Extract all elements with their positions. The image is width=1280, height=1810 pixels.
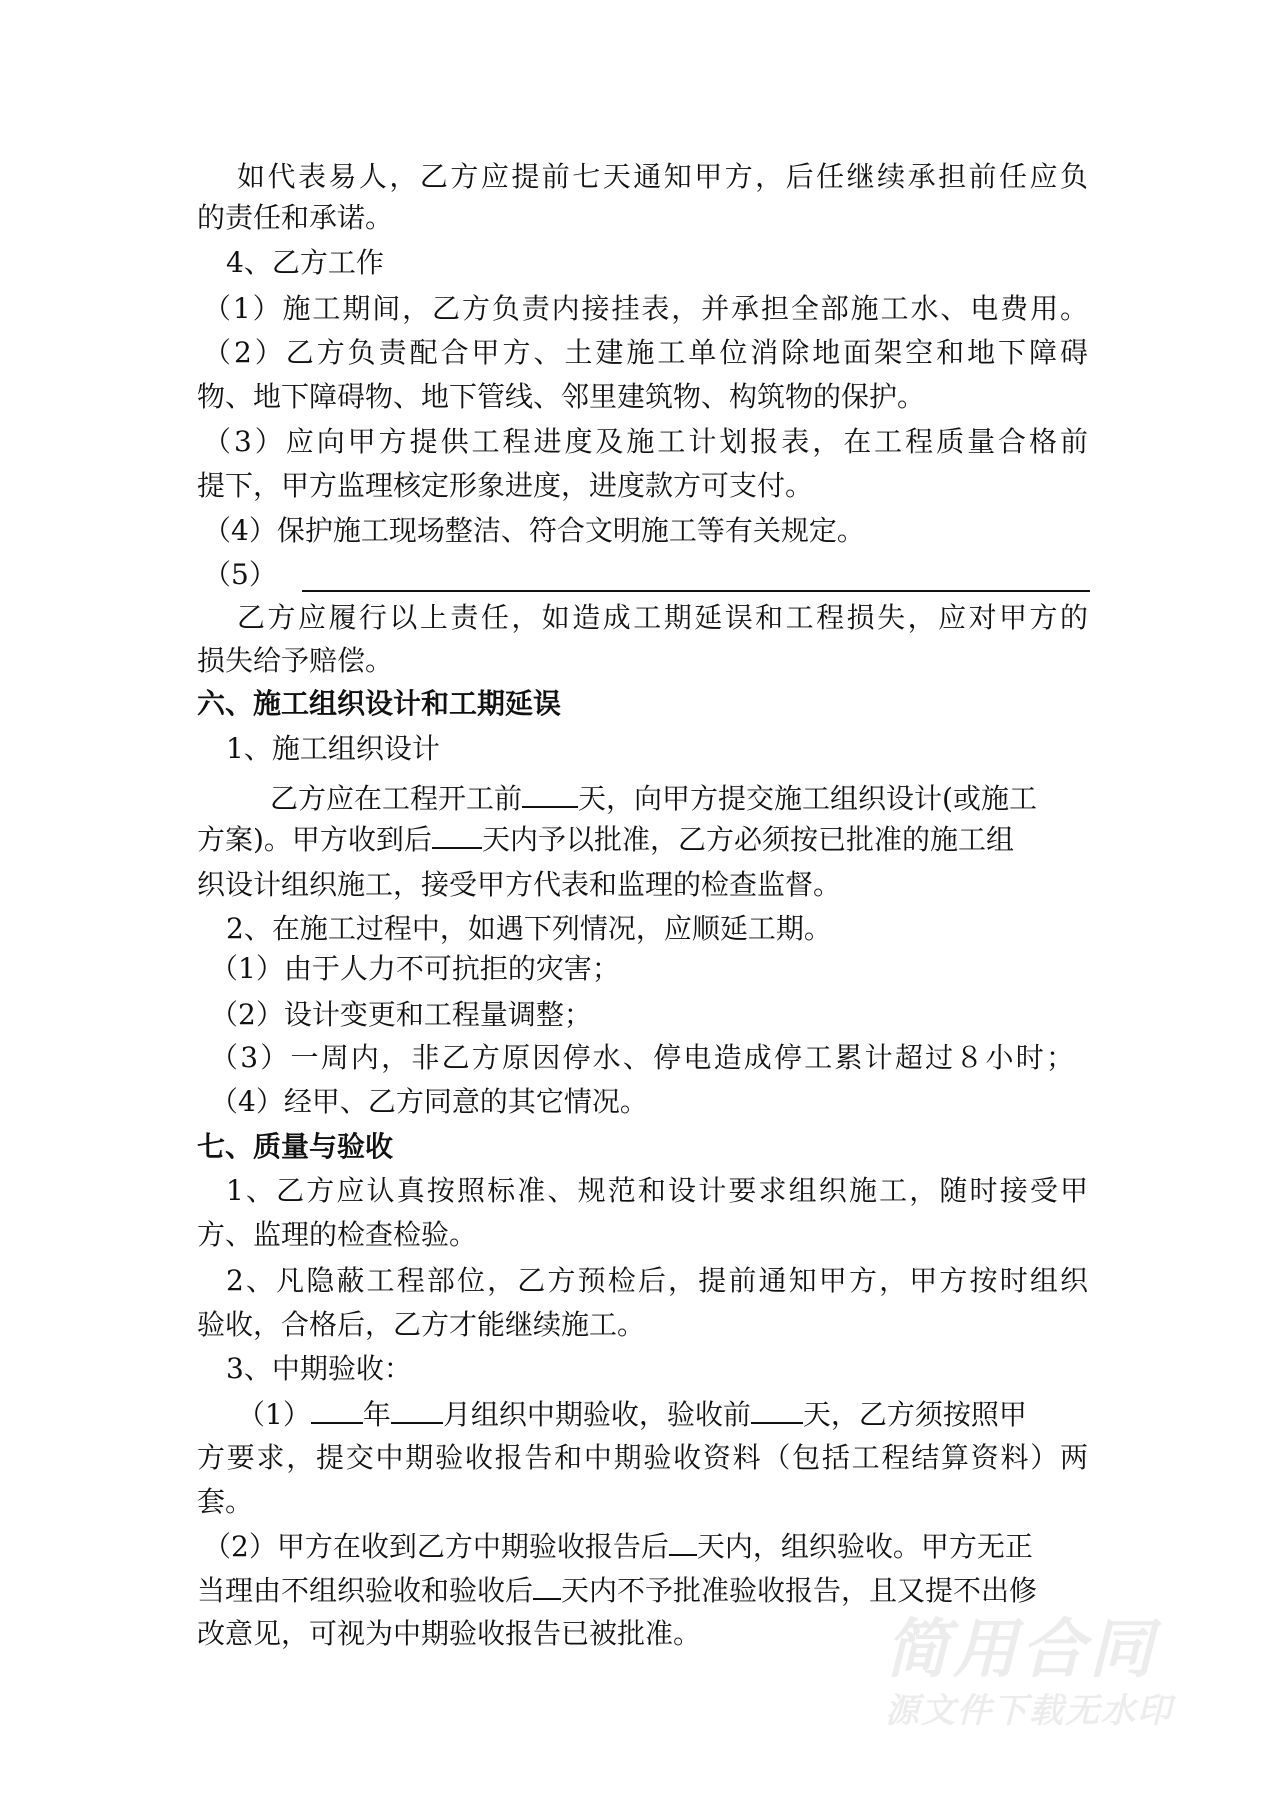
watermark-subtitle: 源文件下载无水印 [885, 1691, 1173, 1731]
text-line: （2）设计变更和工程量调整； [210, 998, 592, 1031]
text-line: 套。 [197, 1485, 254, 1518]
text-line: 2、凡隐蔽工程部位，乙方预检后，提前通知甲方，甲方按时组织 [226, 1264, 1088, 1297]
text-line [203, 1528, 1033, 1565]
text-line: （3）应向甲方提供工程进度及施工计划报表，在工程质量合格前 [203, 425, 1088, 458]
text-line: 验收，合格后，乙方才能继续施工。 [197, 1308, 646, 1341]
text-segment: 天，乙方须按照甲 [802, 1398, 1027, 1431]
text-line: 物、地下障碍物、地下管线、邻里建筑物、构筑物的保护。 [197, 380, 926, 413]
text-line: 乙方应履行以上责任，如造成工期延误和工程损失，应对甲方的 [237, 601, 1088, 634]
text-line: 方、监理的检查检验。 [197, 1218, 478, 1251]
text-line: （4）经甲、乙方同意的其它情况。 [210, 1085, 648, 1118]
text-line: 2、在施工过程中，如遇下列情况，应顺延工期。 [226, 912, 832, 945]
text-line: 如代表易人，乙方应提前七天通知甲方，后任继续承担前任应负 [237, 160, 1088, 193]
item-number: （5） [203, 558, 277, 591]
text-line: （2）乙方负责配合甲方、土建施工单位消除地面架空和地下障碍 [203, 336, 1088, 369]
text-segment: 天，向甲方提交施工组织设计(或施工 [578, 782, 1037, 815]
text-line: 1、乙方应认真按照标准、规范和设计要求组织施工，随时接受甲 [226, 1174, 1088, 1207]
text-line: 织设计组织施工，接受甲方代表和监理的检查监督。 [197, 868, 842, 901]
text-segment: （1） [237, 1398, 311, 1431]
text-segment: （2）甲方在收到乙方中期验收报告后 [203, 1530, 669, 1563]
text-line: 3、中期验收： [226, 1352, 412, 1385]
text-segment: 年 [362, 1398, 391, 1431]
text-segment: 天内不予批准验收报告，且又提不出修 [561, 1574, 1038, 1607]
fill-in-blank [669, 1528, 697, 1556]
section-heading: 七、质量与验收 [197, 1130, 394, 1163]
fill-in-blank [751, 1396, 803, 1424]
text-line: 4、乙方工作 [226, 246, 384, 279]
fill-in-blank [522, 780, 578, 808]
text-segment: 月组织中期验收，验收前 [442, 1398, 751, 1431]
text-segment: 天内，组织验收。甲方无正 [696, 1530, 1033, 1563]
text-line: （4）保护施工现场整洁、符合文明施工等有关规定。 [203, 514, 865, 547]
fill-in-blank [533, 1572, 561, 1600]
text-line [237, 1396, 1027, 1433]
fill-in-blank [311, 1396, 363, 1424]
text-line: 提下，甲方监理核定形象进度，进度款方可支付。 [197, 469, 814, 502]
text-line: 的责任和承诺。 [197, 201, 394, 234]
text-segment: 当理由不组织验收和验收后 [197, 1574, 534, 1607]
text-segment: 方案)。甲方收到后 [197, 823, 432, 856]
fill-in-blank [391, 1396, 443, 1424]
text-segment: 乙方应在工程开工前 [270, 782, 523, 815]
watermark-title: 简用合同 [885, 1613, 1157, 1687]
text-line: 方要求，提交中期验收报告和中期验收资料（包括工程结算资料）两 [197, 1441, 1088, 1474]
section-heading: 六、施工组织设计和工期延误 [197, 687, 562, 720]
text-segment: 天内予以批准，乙方必须按已批准的施工组 [481, 823, 1014, 856]
text-line [197, 821, 1014, 858]
text-line: （1）由于人力不可抗拒的灾害； [210, 952, 620, 985]
text-line: 改意见，可视为中期验收报告已被批准。 [197, 1617, 702, 1650]
fill-in-blank-line [302, 590, 1090, 592]
text-line [203, 557, 277, 593]
text-line: 损失给予赔偿。 [197, 644, 394, 677]
text-line: （1）施工期间，乙方负责内接挂表，并承担全部施工水、电费用。 [203, 292, 1088, 325]
text-line: 1、施工组织设计 [226, 732, 440, 765]
text-line [270, 780, 1037, 817]
text-line: （3）一周内，非乙方原因停水、停电造成停工累计超过８小时； [210, 1041, 1074, 1074]
fill-in-blank [432, 821, 482, 849]
